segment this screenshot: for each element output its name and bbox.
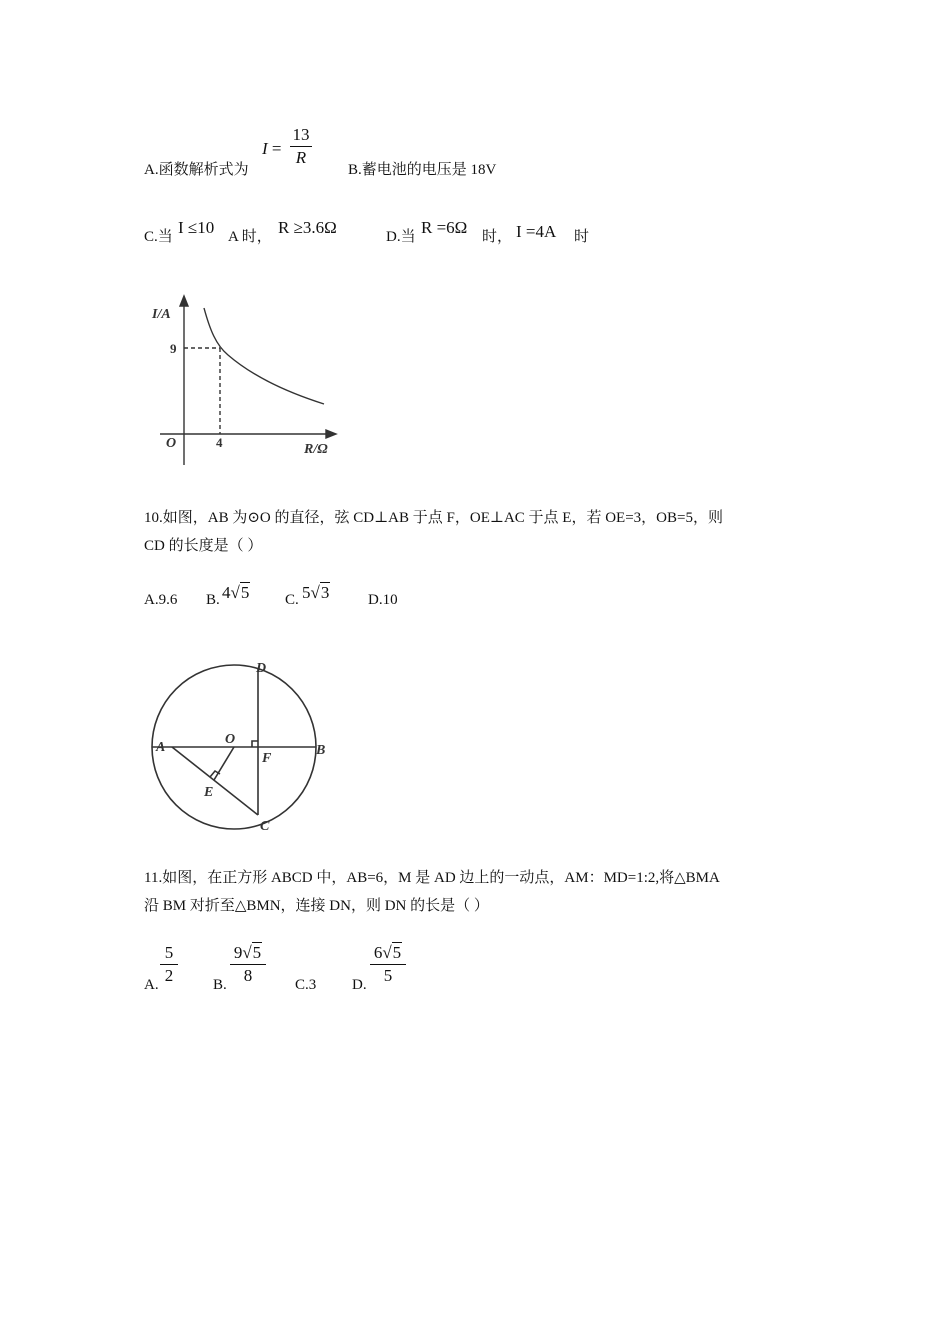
q10-option-c-value: 5√3 [302, 583, 330, 602]
q9-option-d-mid: 时， [482, 229, 513, 245]
q10-stem [144, 504, 814, 560]
q9-option-d-prefix: D.当 [386, 229, 416, 245]
q10-stem-line1: 10.如图，AB 为⊙O 的直径，弦 CD⊥AB 于点 F，OE⊥AC 于点 E，若 OE=3，OB=5，则 [144, 510, 723, 526]
q9-option-c-prefix: C.当 [144, 229, 173, 245]
label-f: F [262, 751, 272, 766]
q11-stem-line2: 沿 BM 对折至△BMN，连接 DN，则 DN 的长是（ ） [144, 898, 489, 914]
right-angle-mark-f [252, 741, 258, 747]
y-axis-label: I/A [152, 307, 171, 322]
q9-option-a-fraction: 13 R [290, 125, 312, 168]
q9-option-d-eq2: I =4A [516, 222, 557, 241]
q11-stem [144, 864, 814, 920]
q11-option-b-fraction: 9√5 8 [230, 943, 266, 986]
q9-option-c-mid: A 时， [228, 229, 272, 245]
q9-option-d-suffix: 时 [574, 229, 590, 245]
label-b: B [316, 743, 326, 758]
q11-option-b-label: B. [213, 977, 227, 993]
q10-stem-line2: CD 的长度是（ ） [144, 538, 263, 554]
q10-option-b-value: 4√5 [222, 583, 250, 602]
q11-option-a-fraction: 5 2 [160, 943, 178, 986]
q11-option-a-label: A. [144, 977, 159, 993]
q9-option-b: B.蓄电池的电压是 18V [348, 162, 497, 178]
q10-option-b-label: B. [206, 592, 220, 608]
y-axis-arrow [180, 296, 188, 306]
hyperbola-curve [204, 308, 324, 404]
q10-option-c-label: C. [285, 592, 299, 608]
origin-label: O [166, 436, 177, 451]
q9-graph [140, 290, 350, 470]
q9-option-a-prefix: A.函数解析式为 [144, 162, 249, 178]
label-a: A [156, 740, 166, 755]
label-e: E [204, 785, 214, 800]
q11-option-d-fraction: 6√5 5 [370, 943, 406, 986]
x-axis-label: R/Ω [304, 442, 328, 457]
segment-oe [214, 747, 234, 780]
q9-option-a-formula-lhs: I = [262, 139, 282, 158]
q10-option-d: D.10 [368, 592, 398, 608]
q9-option-c-ineq1: I ≤10 [178, 218, 215, 237]
x-axis-arrow [326, 430, 336, 438]
label-d: D [256, 661, 267, 676]
q10-option-a: A.9.6 [144, 592, 178, 608]
q11-option-d-label: D. [352, 977, 367, 993]
label-c: C [260, 819, 270, 834]
chord-ac [172, 747, 258, 815]
q11-option-c: C.3 [295, 977, 317, 993]
q10-circle-figure [140, 650, 340, 840]
q11-stem-line1: 11.如图，在正方形 ABCD 中，AB=6，M 是 AD 边上的一动点，AM：MD=1:2,将△BMA [144, 870, 720, 886]
label-o: O [225, 732, 236, 747]
q9-option-c-ineq2: R ≥3.6Ω [278, 218, 337, 237]
y-tick-label: 9 [170, 341, 177, 356]
x-tick-label: 4 [216, 435, 223, 450]
q9-option-d-eq1: R =6Ω [421, 218, 468, 237]
